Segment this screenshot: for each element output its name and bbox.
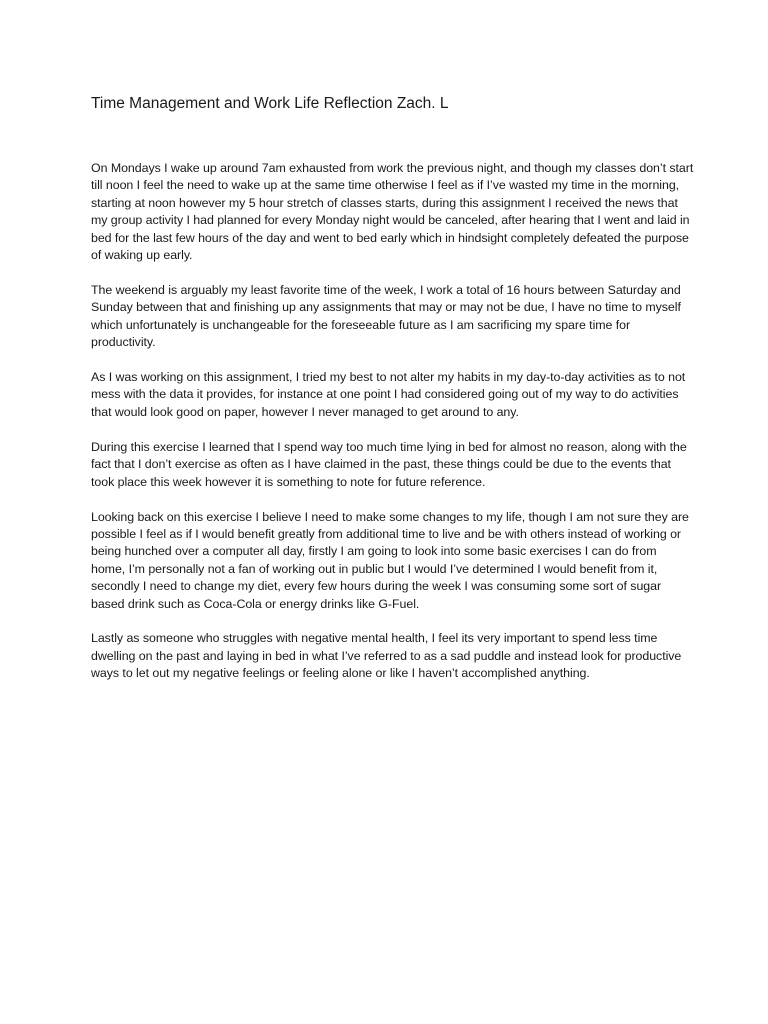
document-body: [91, 160, 694, 700]
paragraph-lessons-learned: During this exercise I learned that I spend way too much time lying in bed for almost no reason, along with the fact that I don’t exercise as often as I have claimed in the past, these things could be due to the events that took place this week however it is something to note for future reference.: [91, 439, 687, 489]
paragraph-changes: Looking back on this exercise I believe I need to make some changes to my life, though I am not sure they are possible I feel as if I would benefit greatly from additional time to live and be with others instead of working or being hunched over a computer all day, firstly I am going to look into some basic exercises I can do from home, I’m personally not a fan of working out in public but I would I’ve determined I would benefit from it, secondly I need to change my diet, every few hours during the week I was consuming some sort of sugar based drink such as Coca-Cola or energy drinks like G-Fuel.: [91, 509, 689, 611]
paragraph-assignment-habits: As I was working on this assignment, I tried my best to not alter my habits in my day-to-day activities as to not mess with the data it provides, for instance at one point I had considered going out of my way to do activities that would look good on paper, however I never managed to get around to any.: [91, 370, 686, 419]
paragraph-monday-routine: On Mondays I wake up around 7am exhausted from work the previous night, and though my classes don’t start till noon I feel the need to wake up at the same time otherwise I feel as if I’ve wasted my time in the morning, starting at noon however my 5 hour stretch of classes starts, during this assignment I received the news that my group activity I had planned for every Monday night would be canceled, after hearing that I went and laid in bed for the last few hours of the day and went to bed early which in hindsight completely defeated the purpose of waking up early.: [91, 161, 694, 263]
document-title: Time Management and Work Life Reflection Zach. L: [91, 95, 449, 112]
paragraph-mental-health: Lastly as someone who struggles with negative mental health, I feel its very important to spend less time dwelling on the past and laying in bed in what I’ve referred to as a sad puddle and instead look for productive ways to let out my negative feelings or feeling alone or like I haven’t accomplished anything.: [91, 631, 682, 681]
paragraph-weekend: The weekend is arguably my least favorite time of the week, I work a total of 16 hours between Saturday and Sunday between that and finishing up any assignments that may or may not be due, I have no time to myself which unfortunately is unchangeable for the foreseeable future as I am sacrificing my spare time for productivity.: [91, 282, 681, 350]
